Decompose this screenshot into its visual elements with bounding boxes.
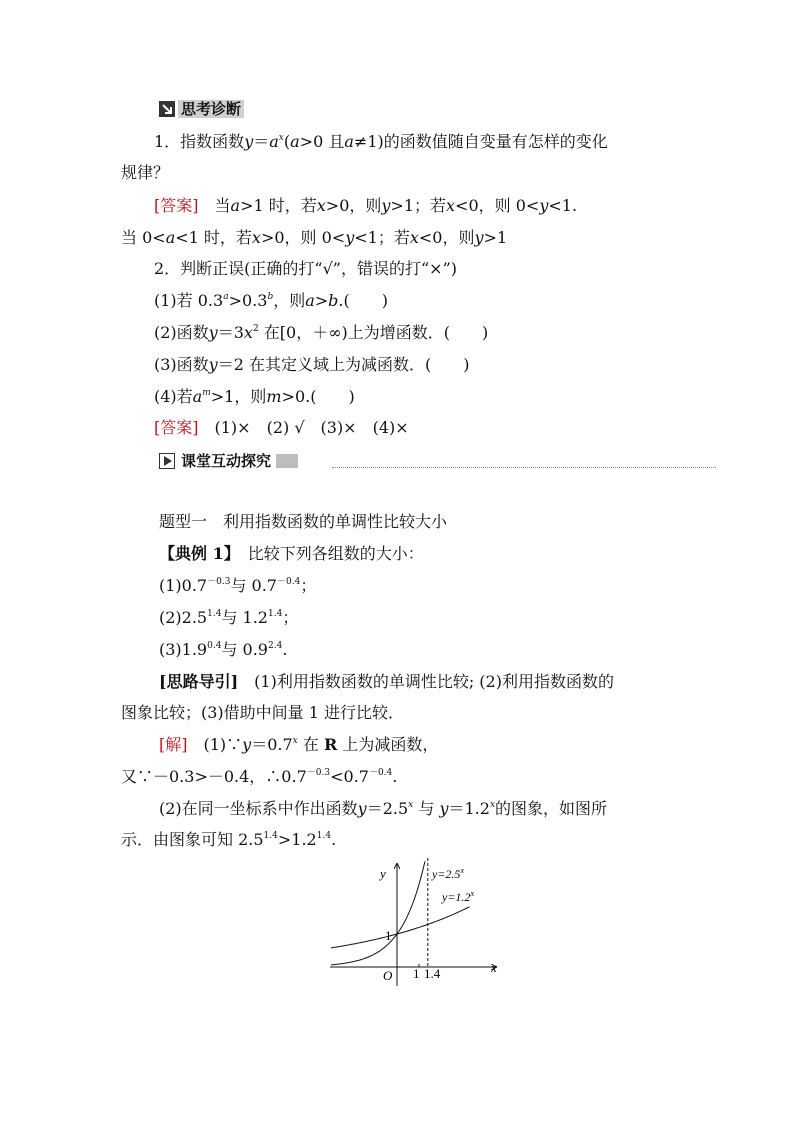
- answer-tag: [答案]: [154, 418, 199, 437]
- answer-tag: [答案]: [154, 196, 199, 215]
- example-part-3: $(3)1.9^{0.4}$与 $0.9^{2.4}$.: [159, 640, 288, 659]
- section-title: 思考诊断: [178, 100, 244, 118]
- x-tick-1.4-label: 1.4: [424, 966, 441, 981]
- origin-label: O: [383, 968, 393, 983]
- curve-base-2.5: [331, 861, 425, 965]
- example-part-2: $(2)2.5^{1.4}$与 $1.2^{1.4}$；: [159, 608, 299, 627]
- solution-tag: [解]: [159, 735, 188, 754]
- solution-line-3: (2)在同一坐标系中作出函数$y=2.5^x$ 与 $y=1.2^x$的图象，如图所: [159, 799, 608, 818]
- x-axis-label: x: [491, 960, 497, 975]
- arrow-icon: [159, 101, 175, 117]
- x-tick-1-label: 1: [413, 966, 420, 981]
- answer-1-line-2: 当 0<a<1 时，若x>0，则 0<y<1；若x<0，则y>1: [121, 228, 508, 247]
- section-title: 课堂互动探究: [178, 452, 274, 470]
- header-decoration-bar: [276, 454, 298, 468]
- question-1-line-1: 1．指数函数$y=a^x(a>0$ 且a≠1)的函数值随自变量有怎样的变化: [154, 132, 608, 151]
- section-header-thinking: [159, 99, 244, 119]
- curve-1.2-label: $y=1.2^x$: [442, 889, 474, 904]
- question-2-item-3: (3)函数y＝2 在其定义域上为减函数．( ): [154, 355, 470, 374]
- curve-2.5-label: $y=2.5^x$: [432, 866, 464, 881]
- header-divider: [332, 467, 716, 468]
- answer-1-line-1: [答案] 当a>1 时，若x>0，则y>1；若x<0，则 0<y<1.: [154, 196, 578, 215]
- answer-2: [答案] (1)× (2) √ (3)× (4)×: [154, 418, 409, 437]
- type-title: 题型一 利用指数函数的单调性比较大小: [159, 512, 448, 531]
- question-2-item-4: (4)若$a^m>1$，则m>0.( ): [154, 387, 355, 406]
- y-intercept-label: 1: [385, 928, 392, 943]
- play-arrow-icon: [159, 453, 175, 469]
- solution-line-1: [解] $(1)\because y=0.7^x$ 在 R 上为减函数，: [159, 735, 439, 754]
- example-part-1: $(1)0.7^{-0.3}$与 $0.7^{-0.4}$；: [159, 576, 317, 595]
- question-2-item-1: (1)若 0.3$^a$>0.3$^b$，则a>b.( ): [154, 291, 388, 310]
- question-1-line-2: 规律？: [121, 163, 170, 182]
- solution-line-4: 示．由图象可知 $2.5^{1.4}>1.2^{1.4}$.: [121, 830, 337, 849]
- hint-line-2: 图象比较；(3)借助中间量 1 进行比较．: [121, 703, 405, 722]
- solution-line-2: 又∵－0.3>－0.4，$\therefore 0.7^{-0.3}<0.7^{-0.4}$.: [121, 767, 398, 786]
- question-2-item-2: (2)函数$y=3x^2$ 在[0，＋∞)上为增函数．( ): [154, 323, 489, 342]
- y-axis-label: y: [380, 866, 386, 881]
- curve-base-1.2: [331, 907, 470, 948]
- example-1-stem: 【典例 1】 比较下列各组数的大小：: [159, 544, 424, 563]
- exponential-graph: [328, 858, 508, 988]
- question-2-stem: 2．判断正误(正确的打“√”，错误的打“×”): [154, 259, 457, 278]
- section-header-interactive: [159, 451, 298, 471]
- hint-line-1: [思路导引] (1)利用指数函数的单调性比较; (2)利用指数函数的: [159, 672, 614, 691]
